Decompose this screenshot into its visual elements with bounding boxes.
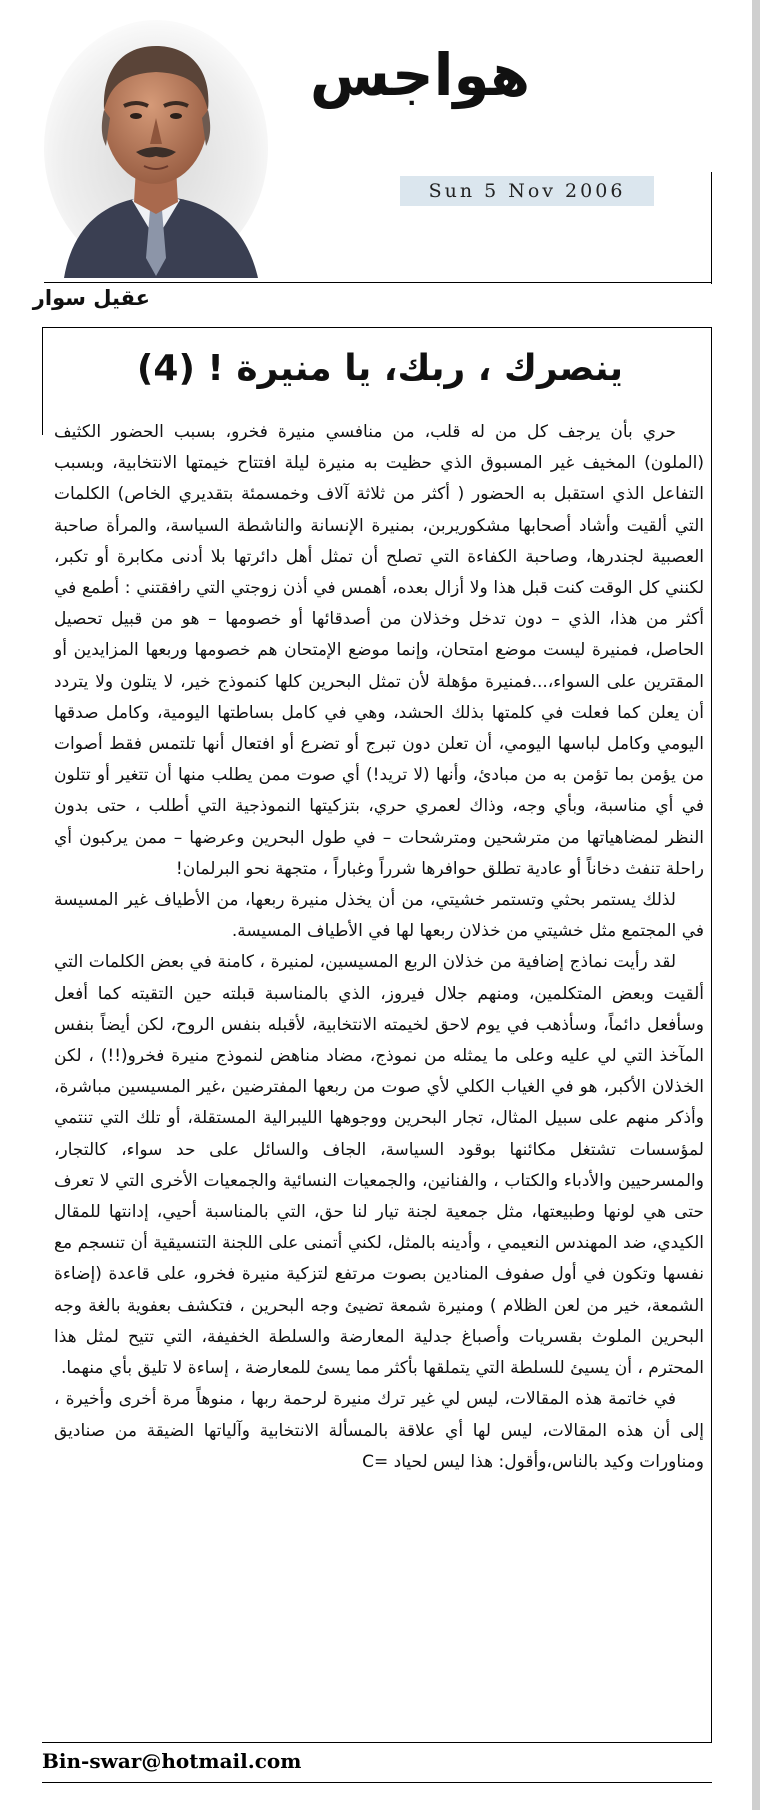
header-divider-horizontal [44, 282, 712, 283]
article-headline: ينصرك ، ربك، يا منيرة ! (4) [136, 348, 624, 389]
article-frame-top [42, 327, 712, 328]
column-title: هواجس [309, 41, 531, 109]
article-paragraph-2: لذلك يستمر بحثي وتستمر خشيتي، من أن يخذل منيرة ربعها، من الأطياف غير المسيسة في المجتمع مثل خشيتي من خذلان ربعها لها في الأطياف المسيسة. [54, 890, 704, 942]
footer-rule-top [42, 1742, 712, 1743]
author-photo [44, 18, 272, 278]
publication-date: Sun 5 Nov 2006 [400, 176, 654, 206]
article-frame-left [42, 327, 43, 435]
author-email[interactable]: Bin-swar@hotmail.com [42, 1749, 302, 1773]
article-frame-right [711, 327, 712, 1742]
article-body [54, 417, 704, 1478]
article-paragraph-1: حري بأن يرجف كل من له قلب، من منافسي منيرة فخرو، بسبب الحضور الكثيف (الملون) المخيف غير المسبوق الذي حظيت به منيرة ليلة افتتاح خيمتها الانتخابية، وبسبب التفاعل الذي استقبل به الحضور ( أكثر من ثلاثة آلاف وخمسمئة بتقديري الخاص) الكلمات التي ألقيت وأشاد أصحابها مشكوريربن، بمنيرة الإنسانة والناشطة السياسة، والمرأة صاحبة العصبية لجندرها، وصاحبة الكفاءة التي تصلح أن تمثل أهل دائرتها بلا أدنى مكابرة أو تكبر، لكنني كل الوقت كنت قبل هذا ولا أزال بعده، أهمس في أذن زوجتي التي رافقتني : أطمع في أكثر من هذا، الذي – دون تدخل وخذلان من أصدقائها أو خصومها – هو من قبيل تحصيل الحاصل، فمنيرة ليست موضع امتحان، وإنما موضع الإمتحان هم خصومها وربعها المزايدين أو المقترين على السواء،...فمنيرة مؤهلة لأن تمثل البحرين كلها كنموذج خير، لا يتلون ولا يتردد أن يعلن كما فعلت في كلمتها بذلك الحشد، وهي في كامل بساطتها اليومية، وكامل صدقها اليومي وكامل لباسها اليومي، أن تعلن دون تبرج أو تضرع أو افتعال أنها تلتمس فقط أصوات من يؤمن بما تؤمن به من مبادئ، وأنها (لا تريد!) أي صوت ممن يطلب منها أن تتغير أو تتلون في أي مناسبة، وبأي وجه، وذاك لعمري حري، بتزكيتها النموذجية التي أطلب ، حتى بدون النظر لمضاهياتها من مترشحين ومترشحات – في طول البحرين وعرضها – ممن يركبون أي راحلة تنفث دخاناً أو عادية تطلق حوافرها شرراً وغباراً ، متجهة نحو البرلمان! [54, 422, 704, 879]
author-name: عقيل سوار [32, 286, 150, 310]
article-paragraph-3: لقد رأيت نماذج إضافية من خذلان الربع المسيسين، لمنيرة ، كامنة في بعض الكلمات التي ألقيت وبعض المتكلمين، ومنهم جلال فيروز، الذي بالمناسبة قبلته حين التقيته كما أفعل وسأفعل دائماً، وسأذهب في يوم لاحق لخيمته الانتخابية، لأقبله بنفس الروح، لكن أيضاً بنفس المآخذ التي لي عليه وعلى ما يمثله من نموذج، مضاد مناهض لنموذج منيرة فخرو(!!) ، لكن الخذلان الأكبر، هو في الغياب الكلي لأي صوت من ربعها المفترضين ،غير المسيسين مباشرة، وأذكر منهم على سبيل المثال، تجار البحرين ووجوهها الليبرالية المستقلة، أو تلك التي تنتمي لمؤسسات تشتغل مكائنها بوقود السياسة، الجاف والسائل على حد سواء، كالتجار، والمسرحيين والأدباء والكتاب ، والفنانين، والجمعيات النسائية والجمعيات الأخرى التي لا تعرف حتى هي لونها وطبيعتها، مثل جمعية لجنة تيار لنا حق، التي بالمناسبة أحيي، إدانتها للمقال الكيدي، ضد المهندس النعيمي ، وأدينه بالمثل، لكني أتمنى على اللجنة التنسيقية أن تنسجم مع نفسها وتكون في أول صفوف المنادين بصوت مرتفع لتزكية منيرة فخرو، على قاعدة (إضاءة الشمعة، خير من لعن الظلام ) ومنيرة شمعة تضيئ وجه البحرين ، فتكشف بعفوية بالغة وجه البحرين الملوث بقسريات وأصباغ جدلية المعارضة والسلطة الخفيفة، التي تتيح لمثل هذا المحترم ، أن يسيئ للسلطة التي يتملقها بأكثر مما يسئ للمعارضة ، إساءة لا تليق بأي منهما. [54, 952, 704, 1379]
header-divider-vertical [711, 172, 712, 284]
page-edge-strip [752, 0, 760, 1810]
footer-rule-bottom [42, 1782, 712, 1783]
article-paragraph-4: في خاتمة هذه المقالات، ليس لي غير ترك منيرة لرحمة ربها ، منوهاً مرة أخرى وأخيرة ، إلى أن هذه المقالات، ليس لها أي علاقة بالمسألة الانتخابية وآلياتها الضيقة من صناديق ومناورات وكيد بالناس،وأقول: هذا ليس لحياد =C [54, 1389, 704, 1472]
